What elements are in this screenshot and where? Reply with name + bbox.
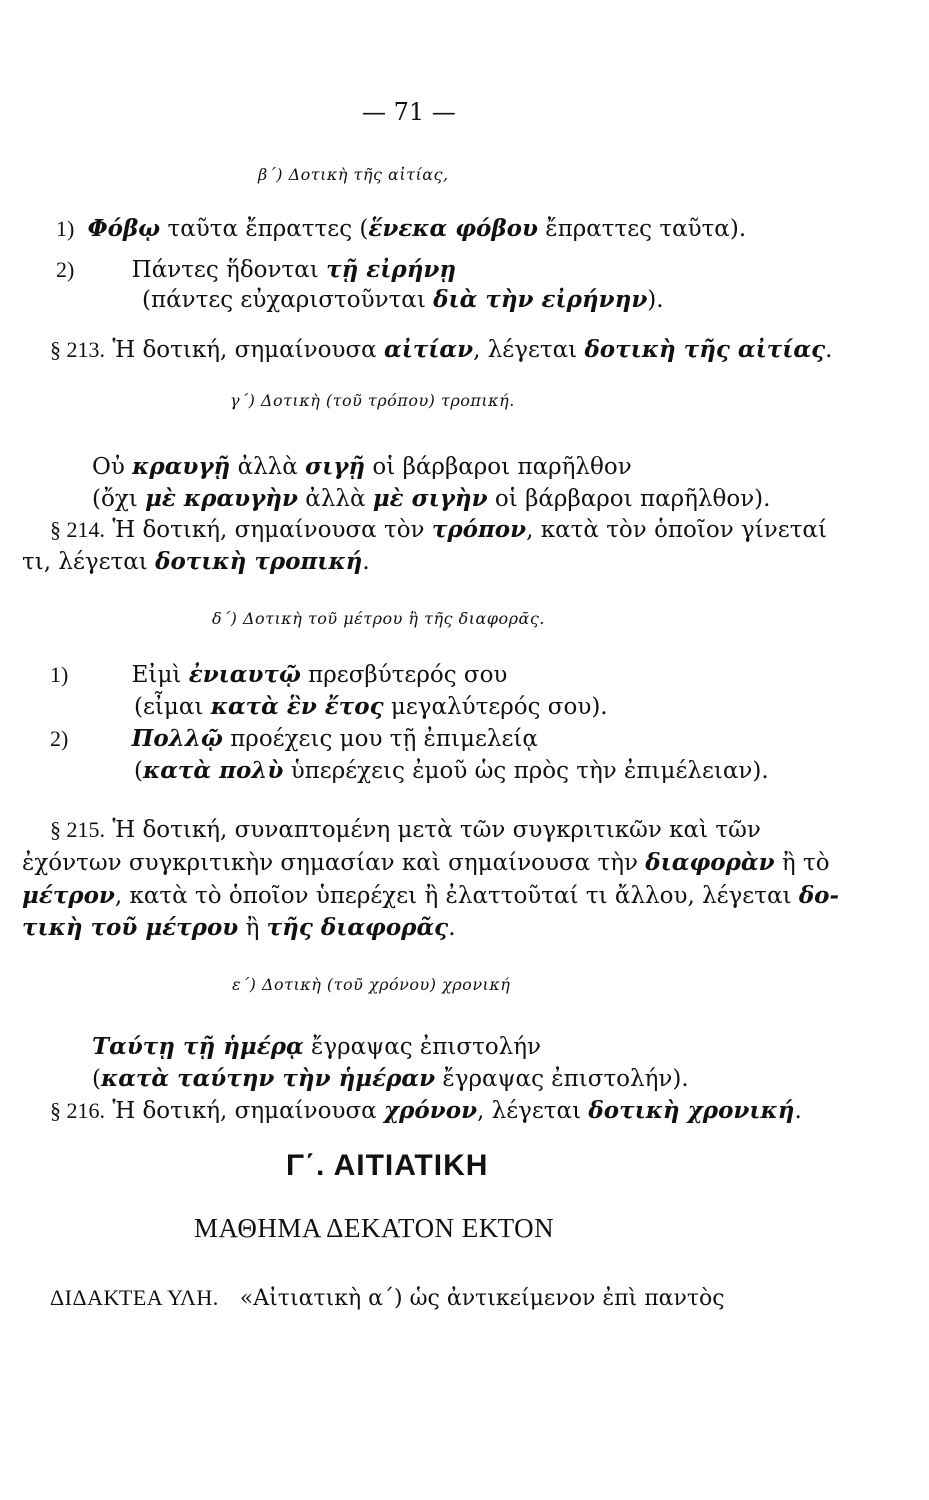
text: Ἡ δοτική, σημαίνουσα τὸν xyxy=(112,517,425,543)
caption-delta: δ΄) Δοτικὴ τοῦ μέτρου ἢ τῆς διαφορᾶς. xyxy=(212,609,545,628)
bold-term: δοτικὴ τῆς αἰτίας xyxy=(584,336,826,363)
text: Εἰμὶ xyxy=(131,662,182,688)
text: . xyxy=(825,337,833,363)
text: , κατὰ τὸ ὁποῖον ὑπερέχει ἢ ἐλαττοῦταί τι ἄλλου, λέγεται xyxy=(114,883,792,909)
rule-215-line-3 xyxy=(22,881,839,911)
text: ἔγραψας ἐπιστολήν xyxy=(311,1034,542,1060)
heading-accusative: Γ΄. ΑΙΤΙΑΤΙΚΗ xyxy=(286,1149,489,1182)
bold-term: αἰτίαν xyxy=(384,336,474,363)
text: ἔπραττες ταῦτα). xyxy=(545,216,747,242)
text: ( xyxy=(92,1066,101,1092)
bold-term: τῆς διαφορᾶς xyxy=(266,914,449,941)
text: Ἡ δοτική, συναπτομένη μετὰ τῶν συγκριτικῶν καὶ τῶν xyxy=(112,817,761,843)
bold-term: δοτικὴ χρονική xyxy=(588,1097,795,1124)
bold-term: Πολλῷ xyxy=(131,725,223,752)
bold-term: τῇ εἰρήνῃ xyxy=(326,256,457,283)
bold-term: κατὰ ταύτην τὴν ἡμέραν xyxy=(100,1065,436,1092)
bold-term: κατὰ πολὺ xyxy=(142,757,284,784)
bold-term: δοτικὴ τροπική xyxy=(155,548,363,575)
bold-term: δο- xyxy=(798,882,840,909)
example-gamma-1 xyxy=(92,452,632,482)
text: ἢ τὸ xyxy=(781,850,830,876)
rule-number: § 215. xyxy=(50,817,105,842)
text: οἱ βάρβαροι παρῆλθον xyxy=(372,454,632,480)
example-beta-2 xyxy=(56,255,456,285)
teaching-material-line xyxy=(50,1283,725,1314)
text: ( xyxy=(134,758,143,784)
text: , λέγεται xyxy=(477,1098,582,1124)
text: (ὄχι xyxy=(92,486,138,512)
example-delta-1-gloss xyxy=(134,692,608,722)
bold-term: σιγῇ xyxy=(305,453,366,480)
bold-term: μὲ κραυγὴν xyxy=(145,485,298,512)
text: μεγαλύτερός σου). xyxy=(390,694,608,720)
page-number: — 71 — xyxy=(362,98,456,126)
bold-term: μέτρον xyxy=(22,882,115,909)
text: , κατὰ τὸν ὁποῖον γίνεταί xyxy=(526,517,827,543)
rule-214 xyxy=(50,515,827,545)
text: ὑπερέχεις ἐμοῦ ὡς πρὸς τὴν ἐπιμέλειαν). xyxy=(290,758,769,784)
heading-lesson: ΜΑΘΗΜΑ ΔΕΚΑΤΟΝ ΕΚΤΟΝ xyxy=(194,1213,555,1243)
label: ΔΙΔΑΚΤΕΑ ΥΛΗ. xyxy=(50,1285,219,1310)
example-delta-1 xyxy=(50,660,507,690)
text: «Αἰτιατικὴ α΄) ὡς ἀντικείμενον ἐπὶ παντὸς xyxy=(239,1286,725,1311)
rule-216 xyxy=(50,1096,802,1126)
text: . xyxy=(448,915,456,941)
text: ἐχόντων συγκριτικὴν σημασίαν καὶ σημαίνουσα τὴν xyxy=(22,850,638,876)
example-epsilon-1-gloss xyxy=(92,1064,689,1094)
text: (εἶμαι xyxy=(134,694,204,720)
rule-number: § 216. xyxy=(50,1098,105,1123)
caption-beta: β΄) Δοτικὴ τῆς αἰτίας, xyxy=(258,165,449,184)
rule-213 xyxy=(50,335,832,365)
example-delta-2 xyxy=(50,724,538,754)
text: ἔγραψας ἐπιστολήν). xyxy=(442,1066,689,1092)
rule-number: § 214. xyxy=(50,517,105,542)
example-beta-1 xyxy=(56,214,746,244)
text: ἀλλὰ xyxy=(237,454,298,480)
bold-term: τικὴ τοῦ μέτρου xyxy=(22,914,239,941)
text: Ἡ δοτική, σημαίνουσα xyxy=(112,1098,377,1124)
example-number: 1) xyxy=(56,216,75,241)
bold-term: διαφορὰν xyxy=(645,849,775,876)
text: ἀλλὰ xyxy=(305,486,366,512)
rule-215-line-2 xyxy=(22,848,830,878)
text: Πάντες ἥδονται xyxy=(131,257,319,283)
bold-term: Φόβῳ xyxy=(87,215,161,242)
rule-number: § 213. xyxy=(50,337,105,362)
bold-term: τρόπον xyxy=(431,516,527,543)
text: οἱ βάρβαροι παρῆλθον). xyxy=(494,486,771,512)
caption-epsilon: ε΄) Δοτικὴ (τοῦ χρόνου) χρονική xyxy=(232,975,511,994)
rule-214-line-2 xyxy=(22,547,370,577)
bold-term: κατὰ ἓν ἔτος xyxy=(210,693,384,720)
example-number: 2) xyxy=(56,257,75,282)
bold-term: διὰ τὴν εἰρήνην xyxy=(433,286,648,313)
text: . xyxy=(794,1098,802,1124)
example-beta-2-gloss xyxy=(142,285,664,315)
example-delta-2-gloss xyxy=(134,756,769,786)
bold-term: Ταύτῃ τῇ ἡμέρᾳ xyxy=(92,1033,304,1060)
text: πρεσβύτερός σου xyxy=(308,662,508,688)
bold-term: ἐνιαυτῷ xyxy=(188,661,301,688)
bold-term: κραυγῇ xyxy=(132,453,231,480)
rule-215-line-4 xyxy=(22,913,456,943)
bold-term: χρόνον xyxy=(384,1097,478,1124)
example-number: 2) xyxy=(50,726,69,751)
text: ταῦτα ἔπραττες ( xyxy=(167,216,369,242)
text: τι, λέγεται xyxy=(22,549,148,575)
text: . xyxy=(362,549,370,575)
example-epsilon-1 xyxy=(92,1032,541,1062)
text: ). xyxy=(647,287,664,313)
rule-215 xyxy=(50,815,761,845)
example-number: 1) xyxy=(50,662,69,687)
text: προέχεις μου τῇ ἐπιμελείᾳ xyxy=(230,726,538,752)
bold-term: μὲ σιγὴν xyxy=(372,485,488,512)
bold-term: ἕνεκα φόβου xyxy=(368,215,538,242)
text: Οὐ xyxy=(92,454,125,480)
example-gamma-1-gloss xyxy=(92,484,770,514)
text: ἢ xyxy=(245,915,260,941)
text: , λέγεται xyxy=(473,337,578,363)
text: Ἡ δοτική, σημαίνουσα xyxy=(112,337,377,363)
text: (πάντες εὐχαριστοῦνται xyxy=(142,287,426,313)
caption-gamma: γ΄) Δοτικὴ (τοῦ τρόπου) τροπική. xyxy=(230,391,515,410)
